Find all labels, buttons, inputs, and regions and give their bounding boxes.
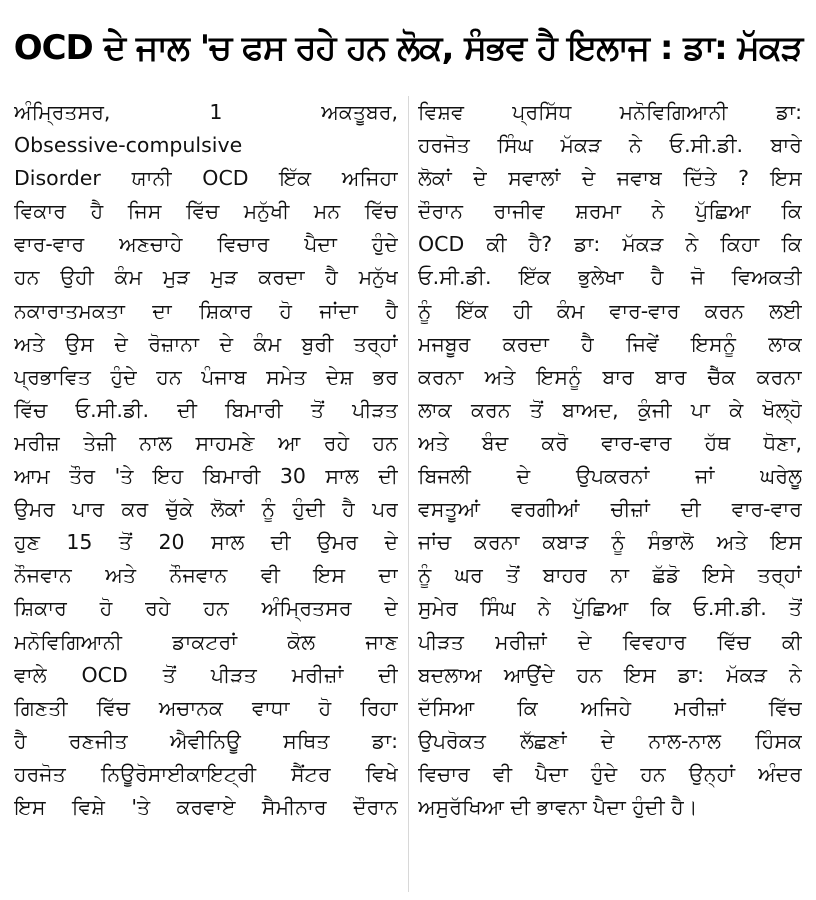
column-right-line: ਪੀੜਤ ਮਰੀਜ਼ਾਂ ਦੇ ਵਿਵਹਾਰ ਵਿੱਚ ਕੀ xyxy=(418,629,802,654)
column-right-line: ਕਰਨਾ ਅਤੇ ਇਸਨੂੰ ਬਾਰ ਬਾਰ ਚੈੱਕ ਕਰਨਾ xyxy=(418,364,802,389)
column-right-line: ਹਰਜੋਤ ਸਿੰਘ ਮੱਕੜ ਨੇ ਓ.ਸੀ.ਡੀ. ਬਾਰੇ xyxy=(418,133,802,158)
column-right-line: ਵਸਤੂਆਂ ਵਰਗੀਆਂ ਚੀਜ਼ਾਂ ਦੀ ਵਾਰ-ਵਾਰ xyxy=(418,497,802,522)
column-right-line: ਦੱਸਿਆ ਕਿ ਅਜਿਹੇ ਮਰੀਜ਼ਾਂ ਵਿੱਚ xyxy=(418,695,802,720)
column-right-line: ਲੋਕਾਂ ਦੇ ਸਵਾਲਾਂ ਦੇ ਜਵਾਬ ਦਿੱਤੇ ? ਇਸ xyxy=(418,166,802,191)
article-body xyxy=(14,96,802,892)
column-left-line: Disorder ਯਾਨੀ OCD ਇੱਕ ਅਜਿਹਾ xyxy=(14,166,398,191)
column-right-line: ਵਿਚਾਰ ਵੀ ਪੈਦਾ ਹੁੰਦੇ ਹਨ ਉਨ੍ਹਾਂ ਅੰਦਰ xyxy=(418,761,802,786)
column-left-line: ਉਮਰ ਪਾਰ ਕਰ ਚੁੱਕੇ ਲੋਕਾਂ ਨੂੰ ਹੁੰਦੀ ਹੈ ਪਰ xyxy=(14,497,398,522)
column-left-line: ਇਸ ਵਿਸ਼ੇ 'ਤੇ ਕਰਵਾਏ ਸੈਮੀਨਾਰ ਦੌਰਾਨ xyxy=(14,794,398,819)
column-left-line: ਹੁਣ 15 ਤੋਂ 20 ਸਾਲ ਦੀ ਉਮਰ ਦੇ xyxy=(14,530,398,555)
column-right-line: ਸੁਮੇਰ ਸਿੰਘ ਨੇ ਪੁੱਛਿਆ ਕਿ ਓ.ਸੀ.ਡੀ. ਤੋਂ xyxy=(418,596,802,621)
column-left-line: ਵਾਲੇ OCD ਤੋਂ ਪੀੜਤ ਮਰੀਜ਼ਾਂ ਦੀ xyxy=(14,662,398,687)
column-right-line: ਨੂੰ ਘਰ ਤੋਂ ਬਾਹਰ ਨਾ ਛੱਡੋ ਇਸੇ ਤਰ੍ਹਾਂ xyxy=(418,563,802,588)
column-left-line: ਗਿਣਤੀ ਵਿੱਚ ਅਚਾਨਕ ਵਾਧਾ ਹੋ ਰਿਹਾ xyxy=(14,695,398,720)
column-right-line: ਵਿਸ਼ਵ ਪ੍ਰਸਿੱਧ ਮਨੋਵਿਗਿਆਨੀ ਡਾ: xyxy=(418,100,802,124)
column-right-line: ਮਜਬੂਰ ਕਰਦਾ ਹੈ ਜਿਵੇਂ ਇਸਨੂੰ ਲਾਕ xyxy=(418,331,802,356)
column-left-line: ਅੰਮ੍ਰਿਤਸਰ, 1 ਅਕਤੂਬਰ, xyxy=(14,100,398,124)
column-right-line: ਨੂੰ ਇੱਕ ਹੀ ਕੰਮ ਵਾਰ-ਵਾਰ ਕਰਨ ਲਈ xyxy=(418,298,802,323)
column-right-line: ਉਪਰੋਕਤ ਲੱਛਣਾਂ ਦੇ ਨਾਲ-ਨਾਲ ਹਿੰਸਕ xyxy=(418,728,802,753)
column-right-line: ਬਿਜਲੀ ਦੇ ਉਪਕਰਨਾਂ ਜਾਂ ਘਰੇਲੂ xyxy=(418,464,802,489)
column-left-line: ਨਕਾਰਾਤਮਕਤਾ ਦਾ ਸ਼ਿਕਾਰ ਹੋ ਜਾਂਦਾ ਹੈ xyxy=(14,298,398,323)
column-left-line: ਮਨੋਵਿਗਿਆਨੀ ਡਾਕਟਰਾਂ ਕੋਲ ਜਾਣ xyxy=(14,629,398,654)
headline: OCD ਦੇ ਜਾਲ 'ਚ ਫਸ ਰਹੇ ਹਨ ਲੋਕ, ਸੰਭਵ ਹੈ ਇਲਾਜ : ਡਾ: ਮੱਕੜ xyxy=(13,28,803,68)
column-left-line: ਨੌਜਵਾਨ ਅਤੇ ਨੌਜਵਾਨ ਵੀ ਇਸ ਦਾ xyxy=(14,563,398,588)
column-left-line: ਸ਼ਿਕਾਰ ਹੋ ਰਹੇ ਹਨ ਅੰਮ੍ਰਿਤਸਰ ਦੇ xyxy=(14,596,398,621)
column-right-line: OCD ਕੀ ਹੈ? ਡਾ: ਮੱਕੜ ਨੇ ਕਿਹਾ ਕਿ xyxy=(418,232,802,257)
column-right-line: ਬਦਲਾਅ ਆਉਂਦੇ ਹਨ ਇਸ ਡਾ: ਮੱਕੜ ਨੇ xyxy=(418,662,802,687)
column-divider xyxy=(408,96,409,892)
column-left-line: ਵਾਰ-ਵਾਰ ਅਣਚਾਹੇ ਵਿਚਾਰ ਪੈਦਾ ਹੁੰਦੇ xyxy=(14,232,398,257)
column-right-line: ਲਾਕ ਕਰਨ ਤੋਂ ਬਾਅਦ, ਕੁੰਜੀ ਪਾ ਕੇ ਖੋਲ੍ਹੋ xyxy=(418,397,802,422)
column-left-line: ਵਿੱਚ ਓ.ਸੀ.ਡੀ. ਦੀ ਬਿਮਾਰੀ ਤੋਂ ਪੀੜਤ xyxy=(14,397,398,422)
column-left-line: ਹੈ ਰਣਜੀਤ ਐਵੀਨਿਊ ਸਥਿਤ ਡਾ: xyxy=(14,728,398,753)
column-right-line: ਓ.ਸੀ.ਡੀ. ਇੱਕ ਭੁਲੇਖਾ ਹੈ ਜੋ ਵਿਅਕਤੀ xyxy=(418,265,802,290)
column-left-line: ਮਰੀਜ਼ ਤੇਜ਼ੀ ਨਾਲ ਸਾਹਮਣੇ ਆ ਰਹੇ ਹਨ xyxy=(14,430,398,455)
column-left-line: Obsessive-compulsive xyxy=(14,133,243,158)
column-left-line: ਆਮ ਤੌਰ 'ਤੇ ਇਹ ਬਿਮਾਰੀ 30 ਸਾਲ ਦੀ xyxy=(14,464,398,489)
column-right xyxy=(418,96,802,892)
column-right-line: ਅਤੇ ਬੰਦ ਕਰੋ ਵਾਰ-ਵਾਰ ਹੱਥ ਧੋਣਾ, xyxy=(418,430,802,455)
column-left-line: ਵਿਕਾਰ ਹੈ ਜਿਸ ਵਿੱਚ ਮਨੁੱਖੀ ਮਨ ਵਿੱਚ xyxy=(14,199,398,224)
column-left-line: ਪ੍ਰਭਾਵਿਤ ਹੁੰਦੇ ਹਨ ਪੰਜਾਬ ਸਮੇਤ ਦੇਸ਼ ਭਰ xyxy=(14,364,398,389)
column-left-line: ਹਨ ਉਹੀ ਕੰਮ ਮੁੜ ਮੁੜ ਕਰਦਾ ਹੈ ਮਨੁੱਖ xyxy=(14,265,398,290)
column-left xyxy=(14,96,398,892)
column-right-line: ਅਸੁਰੱਖਿਆ ਦੀ ਭਾਵਨਾ ਪੈਦਾ ਹੁੰਦੀ ਹੈ। xyxy=(418,794,698,819)
column-right-line: ਦੌਰਾਨ ਰਾਜੀਵ ਸ਼ਰਮਾ ਨੇ ਪੁੱਛਿਆ ਕਿ xyxy=(418,199,802,224)
column-right-line: ਜਾਂਚ ਕਰਨਾ ਕਬਾੜ ਨੂੰ ਸੰਭਾਲੋ ਅਤੇ ਇਸ xyxy=(418,530,802,555)
column-left-line: ਅਤੇ ਉਸ ਦੇ ਰੋਜ਼ਾਨਾ ਦੇ ਕੰਮ ਬੁਰੀ ਤਰ੍ਹਾਂ xyxy=(14,331,398,356)
column-left-line: ਹਰਜੋਤ ਨਿਊਰੋਸਾਈਕਾਇਟ੍ਰੀ ਸੈਂਟਰ ਵਿਖੇ xyxy=(14,761,398,786)
